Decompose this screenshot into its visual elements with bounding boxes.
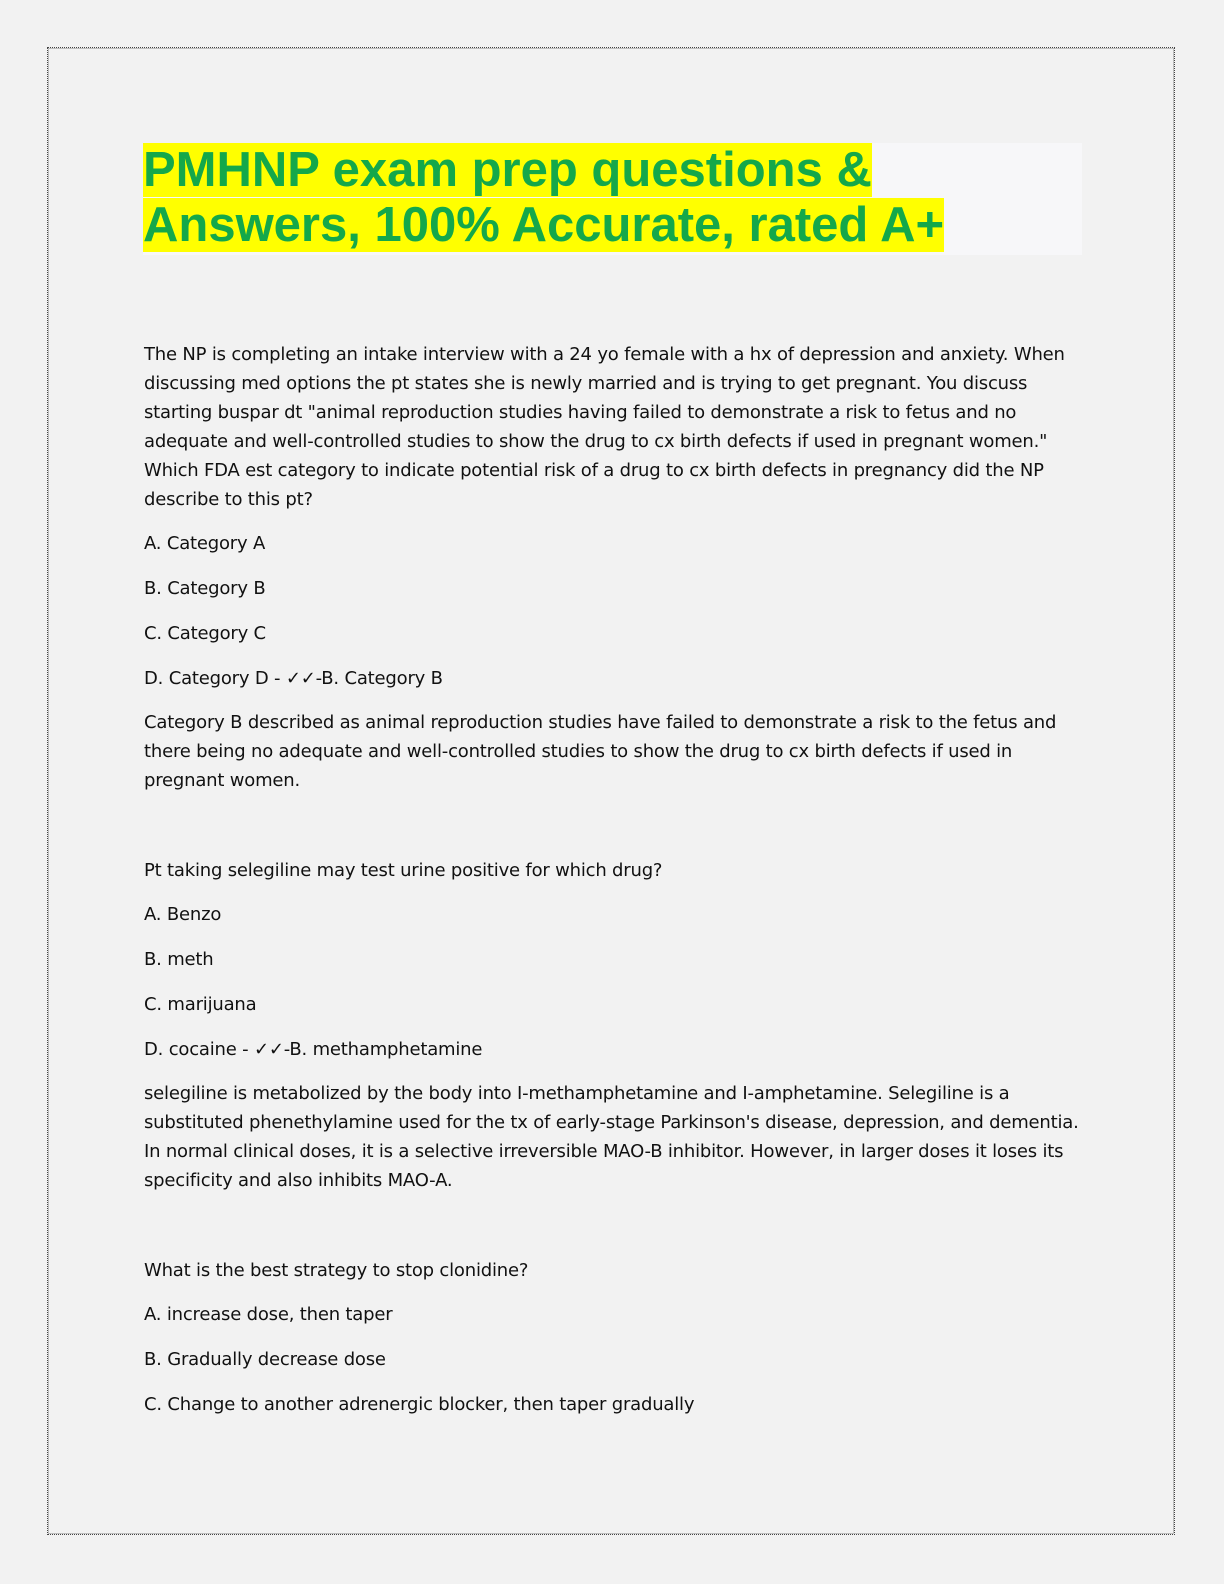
option-c: C. marijuana xyxy=(144,994,257,1015)
answer-explanation: selegiline is metabolized by the body into I-methamphetamine and I-amphetamine. Selegiline is a substituted phenethylamine used for the tx of early-stage Parkinson's disease, depression, and dementia. In normal clinical doses, it is a selective irreversible MAO-B inhibitor. However, in larger doses it loses its specificity and also inhibits MAO-A. xyxy=(144,1083,1079,1191)
document-title xyxy=(143,143,1082,253)
option-d-with-answer xyxy=(144,664,1084,693)
title-line-2: Answers, 100% Accurate, rated A+ xyxy=(143,198,945,252)
option-a: A. Category A xyxy=(144,533,266,554)
answer-text: -B. Category B xyxy=(315,668,443,689)
answer-text: -B. methamphetamine xyxy=(283,1039,483,1060)
double-check-icon: ✓✓ xyxy=(253,1039,284,1060)
option-b: B. meth xyxy=(144,949,214,970)
title-block xyxy=(143,143,1082,255)
question-3 xyxy=(144,1256,1084,1419)
option-d: D. Category D - xyxy=(144,668,281,689)
option-b: B. Category B xyxy=(144,578,266,599)
option-c: C. Category C xyxy=(144,623,266,644)
question-1 xyxy=(144,340,1084,795)
question-2 xyxy=(144,856,1084,1195)
option-a: A. increase dose, then taper xyxy=(144,1304,393,1325)
option-b: B. Gradually decrease dose xyxy=(144,1349,386,1370)
question-text: Pt taking selegiline may test urine positive for which drug? xyxy=(144,860,663,881)
document-body xyxy=(144,340,1084,1435)
option-c: C. Change to another adrenergic blocker, then taper gradually xyxy=(144,1394,695,1415)
option-a: A. Benzo xyxy=(144,904,222,925)
question-text: The NP is completing an intake interview with a 24 yo female with a hx of depression and anxiety. When discussing med options the pt states she is newly married and is trying to get pregnant. You discuss starting buspar dt "animal reproduction studies having failed to demonstrate a risk to fetus and no adequate and well-controlled studies to show the drug to cx birth defects if used in pregnant women." Which FDA est category to indicate potential risk of a drug to cx birth defects in pregnancy did the NP describe to this pt? xyxy=(144,344,1065,510)
double-check-icon: ✓✓ xyxy=(285,668,316,689)
option-d-with-answer xyxy=(144,1035,1084,1064)
title-line-1: PMHNP exam prep questions & xyxy=(143,143,872,197)
question-text: What is the best strategy to stop clonidine? xyxy=(144,1260,529,1281)
answer-explanation: Category B described as animal reproduction studies have failed to demonstrate a risk to the fetus and there being no adequate and well-controlled studies to show the drug to cx birth defects if used in pregnant women. xyxy=(144,712,1057,791)
option-d: D. cocaine - xyxy=(144,1039,249,1060)
